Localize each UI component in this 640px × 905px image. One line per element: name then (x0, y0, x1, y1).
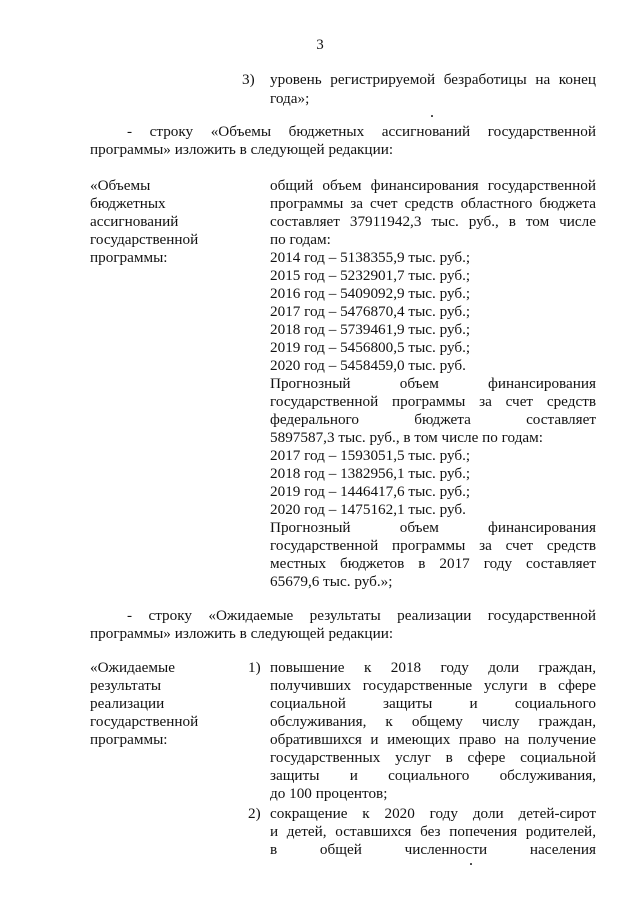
block2-item1-number: 1) (248, 659, 261, 676)
block2-item2-line: в общей численности населения (270, 841, 596, 858)
block1-line: федерального бюджета составляет (270, 411, 596, 428)
block1-line: 2019 год – 1446417,6 тыс. руб.; (270, 483, 471, 500)
block1-label-line: программы: (90, 249, 168, 266)
para1-line-1: - строку «Объемы бюджетных ассигнований государственной (127, 123, 596, 140)
block2-item1-line: повышение к 2018 году доли граждан, (270, 659, 596, 676)
block1-line: государственной программы за счет средств (270, 393, 596, 410)
block1-line: 2017 год – 5476870,4 тыс. руб.; (270, 303, 471, 320)
block2-label-line: программы: (90, 731, 168, 748)
block1-line: 2019 год – 5456800,5 тыс. руб.; (270, 339, 471, 356)
block1-line: 2018 год – 5739461,9 тыс. руб.; (270, 321, 471, 338)
para1-line-2: программы» изложить в следующей редакции: (90, 141, 394, 158)
item3-line-1: уровень регистрируемой безработицы на конец (270, 71, 596, 88)
block2-item1-line: защиты и социального обслуживания, (270, 767, 596, 784)
block1-line: 65679,6 тыс. руб.»; (270, 573, 393, 590)
block1-line: общий объем финансирования государственной (270, 177, 596, 194)
para2-line-2: программы» изложить в следующей редакции: (90, 625, 394, 642)
scan-speck (470, 863, 472, 865)
block1-line: составляет 37911942,3 тыс. руб., в том числе (270, 213, 596, 230)
block2-label-line: результаты (90, 677, 162, 694)
block1-line: 2014 год – 5138355,9 тыс. руб.; (270, 249, 471, 266)
block2-item2-line: и детей, оставшихся без попечения родителей, (270, 823, 596, 840)
block1-line: 5897587,3 тыс. руб., в том числе по годам: (270, 429, 543, 446)
block1-line: программы за счет средств областного бюджета (270, 195, 596, 212)
block1-label-line: государственной (90, 231, 199, 248)
block1-line: 2017 год – 1593051,5 тыс. руб.; (270, 447, 471, 464)
block2-item1-line: обслуживания, к общему числу граждан, (270, 713, 596, 730)
block2-item1-line: до 100 процентов; (270, 785, 388, 802)
block2-label-line: «Ожидаемые (90, 659, 175, 676)
block1-label-line: «Объемы (90, 177, 151, 194)
block2-label-line: государственной (90, 713, 199, 730)
block2-label-line: реализации (90, 695, 165, 712)
block1-line: государственной программы за счет средств (270, 537, 596, 554)
block2-item1-line: получивших государственные услуги в сфере (270, 677, 596, 694)
block2-item2-line: сокращение к 2020 году доли детей-сирот (270, 805, 596, 822)
block2-item1-line: государственных услуг в сфере социальной (270, 749, 596, 766)
block1-line: Прогнозный объем финансирования (270, 375, 596, 392)
block1-line: местных бюджетов в 2017 году составляет (270, 555, 596, 572)
block1-line: 2020 год – 1475162,1 тыс. руб. (270, 501, 466, 518)
block2-item2-number: 2) (248, 805, 261, 822)
item3-number: 3) (242, 71, 255, 88)
block1-line: по годам: (270, 231, 331, 248)
block1-line: 2020 год – 5458459,0 тыс. руб. (270, 357, 466, 374)
block1-line: 2015 год – 5232901,7 тыс. руб.; (270, 267, 471, 284)
block2-item1-line: обратившихся и имеющих право на получение (270, 731, 596, 748)
block1-line: 2018 год – 1382956,1 тыс. руб.; (270, 465, 471, 482)
scan-speck (431, 115, 433, 117)
block1-line: Прогнозный объем финансирования (270, 519, 596, 536)
item3-line-2: года»; (270, 90, 310, 107)
block1-line: 2016 год – 5409092,9 тыс. руб.; (270, 285, 471, 302)
block2-item1-line: социальной защиты и социального (270, 695, 596, 712)
para2-line-1: - строку «Ожидаемые результаты реализации государственной (127, 607, 596, 624)
page-number: 3 (316, 37, 324, 53)
block1-label-line: бюджетных (90, 195, 166, 212)
block1-label-line: ассигнований (90, 213, 179, 230)
